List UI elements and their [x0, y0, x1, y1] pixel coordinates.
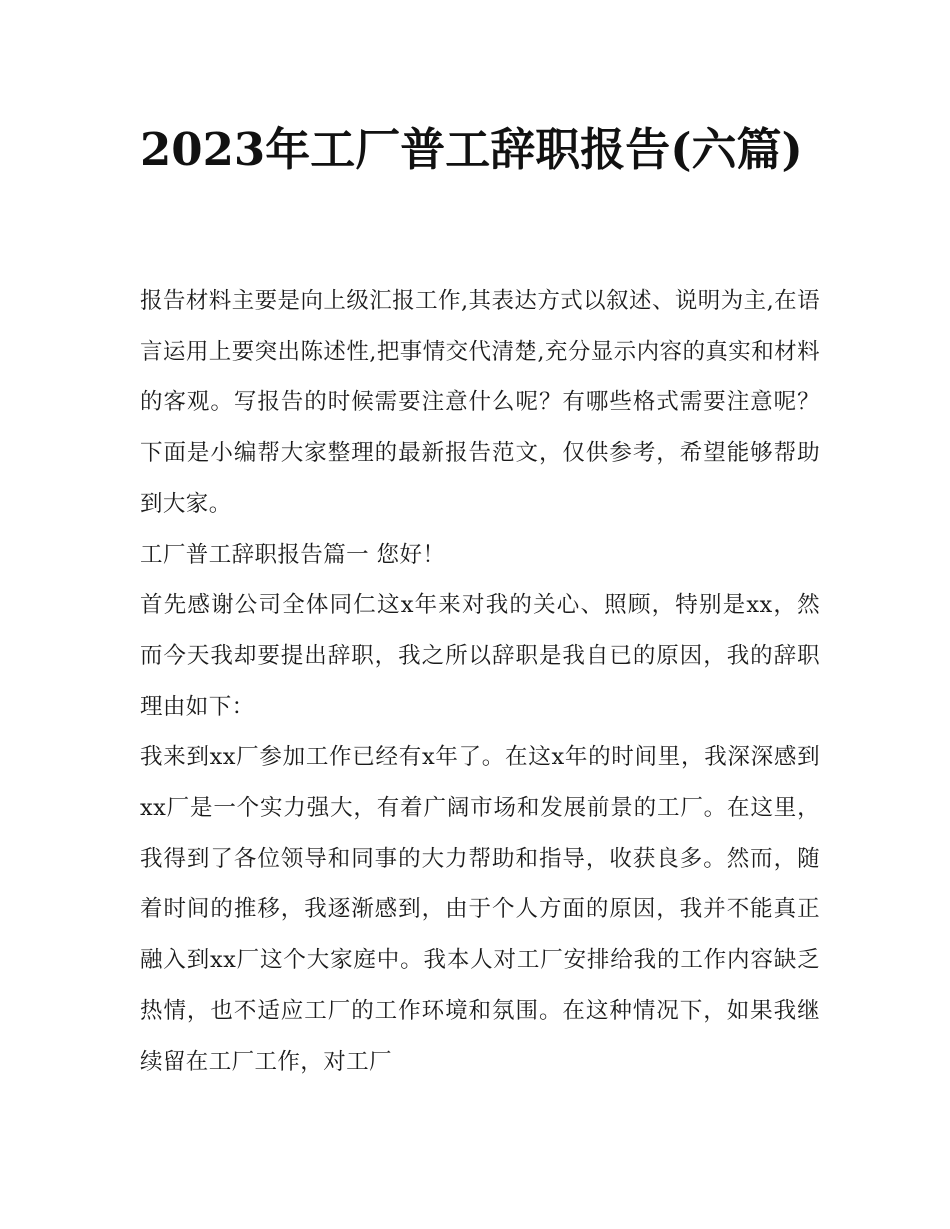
document-title: 2023年工厂普工辞职报告(六篇): [140, 123, 803, 176]
paragraph-section-heading: 工厂普工辞职报告篇一 您好！: [140, 541, 446, 568]
paragraph-intro: 报告材料主要是向上级汇报工作,其表达方式以叙述、说明为主,在语言运用上要突出陈述性,把事情交代清楚,充分显示内容的真实和材料的客观。写报告的时候需要注意什么呢？有哪些格式需要注意呢？下面是小编帮大家整理的最新报告范文，仅供参考，希望能够帮助到大家。: [140, 288, 820, 517]
paragraph-reasons: 我来到xx厂参加工作已经有x年了。在这x年的时间里，我深深感到xx厂是一个实力强大，有着广阔市场和发展前景的工厂。在这里，我得到了各位领导和同事的大力帮助和指导，收获良多。然而，随着时间的推移，我逐渐感到，由于个人方面的原因，我并不能真正融入到xx厂这个大家庭中。我本人对工厂安排给我的工作内容缺乏热情，也不适应工厂的工作环境和氛围。在这种情况下，如果我继续留在工厂工作，对工厂: [140, 744, 820, 1075]
paragraph-thanks: 首先感谢公司全体同仁这x年来对我的关心、照顾，特别是xx，然而今天我却要提出辞职，我之所以辞职是我自已的原因，我的辞职理由如下：: [140, 592, 820, 720]
document-body: [140, 276, 820, 1087]
